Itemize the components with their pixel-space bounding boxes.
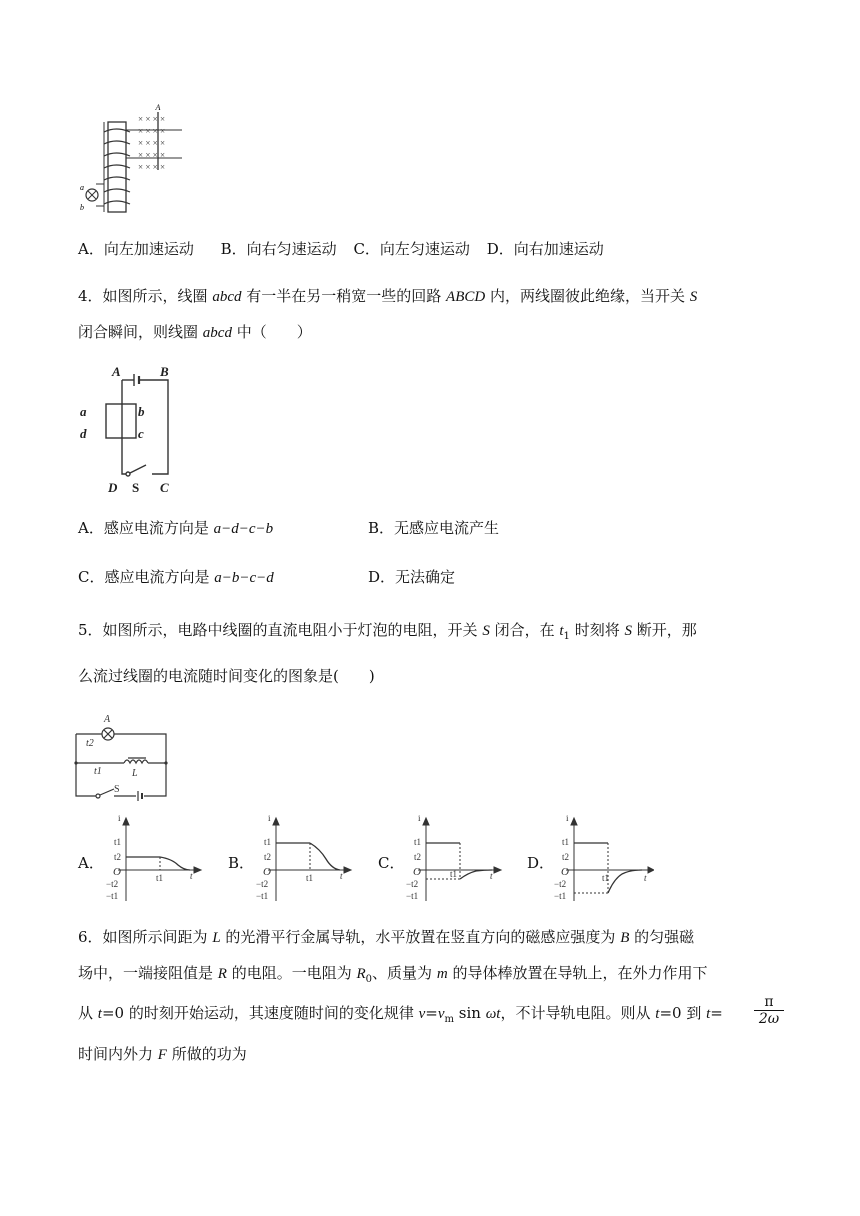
q4-var: abcd [202,325,232,341]
q5-graph-d-t2: t2 [562,852,570,862]
q5-var: S [482,623,490,639]
q6-var: v [418,1006,426,1022]
q4-stem-line2 [78,322,312,343]
q5-graph-c-neg-t1: −t1 [406,891,419,901]
q4-label-B: B [160,366,169,379]
q5-graph-b-t: t [340,871,343,881]
q5-graph-label-a: A． [78,854,104,872]
q5-stem-line2: 么流过线圈的电流随时间变化的图象是( ) [78,667,375,685]
q5-graph-b [250,815,356,905]
q5-graph-a-O: O [113,866,121,878]
q4-figure [76,366,186,496]
q3-option-d: D．向右加速运动 [486,240,604,258]
q5-graph-c-t: t [490,871,493,881]
q5-subscript: 1 [563,631,570,642]
q6-text: sin [454,1004,486,1022]
q5-graph-b-neg-t2: −t2 [256,879,269,889]
q4-option-d: D．无法确定 [368,568,456,586]
q6-fraction-denominator: 2ω [758,1011,780,1027]
q4-option-a-text: A．感应电流方向是 [78,519,214,537]
q5-label-A: A [104,714,111,725]
q6-text: = [710,1004,723,1022]
q5-text: 时刻将 [569,621,625,639]
q3-label-b: b [80,203,84,212]
svg-text:× × × ×: × × × × [138,138,166,148]
q4-option-c-text: C．感应电流方向是 [78,568,215,586]
q4-circuit-diagram [76,366,186,496]
q3-coil-field-diagram [78,100,198,220]
q5-graph-a-t: t [190,871,193,881]
q6-var: F [157,1047,167,1063]
q5-graph-c-t1: t1 [414,837,422,847]
q6-text: 的匀强磁 [629,928,695,946]
q4-label-d: d [80,426,87,441]
q6-text: 从 [78,1004,98,1022]
q5-graph-b-t1: t1 [264,837,272,847]
q6-fraction [754,994,784,1027]
q4-label-D: D [108,480,118,495]
q6-var: m [436,966,448,982]
q4-var: abcd [212,289,242,305]
q4-var: ABCD [446,289,486,305]
q4-label-A: A [112,366,121,379]
q5-graph-d-i: i [566,815,569,823]
q6-text: 场中，一端接阻值是 [78,964,218,982]
q6-var: B [620,930,630,946]
q3-option-a: A．向左加速运动 [78,240,194,258]
q6-stem-line1 [78,927,694,948]
q6-var: v [437,1006,445,1022]
q6-var: t [655,1006,660,1022]
q4-option-c [78,567,274,588]
q5-graph-label-b: B． [228,854,255,872]
q4-option-a-path: a−d−c−b [213,521,274,537]
q5-graph-a-neg-t2: −t2 [106,879,119,889]
q4-stem-line1 [78,286,697,307]
q6-text: ，不计导轨电阻。则从 [500,1004,656,1022]
q5-text: 5．如图所示，电路中线圈的直流电阻小于灯泡的电阻，开关 [78,621,483,639]
q3-options [78,239,604,259]
q4-label-C: C [160,480,169,495]
q6-text: 的导体棒放置在导轨上，在外力作用下 [447,964,708,982]
q5-graph-c-t2: t2 [414,852,422,862]
q6-text: 所做的功为 [166,1045,247,1063]
q5-stem-line1 [78,620,697,647]
q6-var: t [97,1006,102,1022]
q4-text: 有一半在另一稍宽一些的回路 [241,287,447,305]
q5-circuit-figure [74,712,174,802]
q5-graph-a-tick-t1: t1 [156,873,164,883]
q6-text: 的电阻。一电阻为 [226,964,357,982]
q5-graph-c [400,815,506,905]
q5-graph-d-tick-t1: t1 [602,873,610,883]
q5-label-S: S [114,784,120,795]
q3-label-A: A [155,103,161,112]
q5-graph-b-tick-t1: t1 [306,873,314,883]
q6-fraction-numerator: π [754,994,784,1011]
svg-text:× × × ×: × × × × [138,114,166,124]
q5-graph-d-neg-t2: −t2 [554,879,567,889]
svg-text:× × × ×: × × × × [138,150,166,160]
q4-text: 4．如图所示，线圈 [78,287,213,305]
q5-text: 闭合，在 [489,621,560,639]
q4-label-b: b [138,404,145,419]
q3-option-b: B．向右匀速运动 [220,240,337,258]
q3-option-c: C．向左匀速运动 [353,240,470,258]
q6-subscript: m [444,1014,455,1025]
q5-graph-b-O: O [263,866,271,878]
q6-text: 的光滑平行金属导轨，水平放置在竖直方向的磁感应强度为 [220,928,621,946]
q4-text: 中（ ） [231,323,312,341]
q5-graph-d-t: t [644,873,647,883]
q5-graph-label-c: C． [378,854,405,872]
q5-graph-b-i: i [268,815,271,823]
q5-graph-c-O: O [413,866,421,878]
q6-text: 、质量为 [372,964,437,982]
q6-text: 6．如图所示间距为 [78,928,213,946]
q5-graph-d [548,815,654,905]
q5-graph-c-neg-t2: −t2 [406,879,419,889]
q3-figure [78,100,198,220]
q5-graph-d-neg-t1: −t1 [554,891,567,901]
q6-stem-line4 [78,1044,247,1065]
q6-var: L [212,930,221,946]
q4-option-a [78,518,273,539]
q4-label-a: a [80,404,87,419]
svg-text:× × × ×: × × × × [138,162,166,172]
svg-text:× × × ×: × × × × [138,126,166,136]
q4-option-b: B．无感应电流产生 [368,519,500,537]
q5-var: t [559,623,564,639]
q4-option-c-path: a−b−c−d [214,570,274,586]
q5-circuit-diagram [74,712,174,802]
q4-text: 内，两线圈彼此绝缘，当开关 [485,287,690,305]
q5-text: 断开，那 [631,621,697,639]
q6-stem-line3 [78,1003,723,1030]
q4-text: 闭合瞬间，则线圈 [78,323,203,341]
q6-text: 时间内外力 [78,1045,158,1063]
q5-graph-options [0,815,860,905]
q5-graph-a [100,815,206,905]
q5-graph-label-d: D． [527,854,555,872]
q3-label-a: a [80,183,84,192]
q4-var: S [689,289,698,305]
q6-text: =0 到 [659,1004,707,1022]
q6-var: t [706,1006,711,1022]
q5-graph-a-t1: t1 [114,837,122,847]
q6-var: R [356,966,366,982]
q6-text: =0 的时刻开始运动，其速度随时间的变化规律 [101,1004,419,1022]
q4-label-c: c [138,426,144,441]
q5-graph-a-t2: t2 [114,852,122,862]
q5-graph-b-t2: t2 [264,852,272,862]
q6-var: ωt [485,1006,501,1022]
q6-text: = [425,1004,438,1022]
q5-graph-a-neg-t1: −t1 [106,891,119,901]
q4-label-S: S [132,480,140,495]
q5-label-t1: t1 [94,766,102,777]
q3-field-crosses [138,114,165,172]
q5-graph-c-tick-t1: t1 [450,869,458,879]
q5-graph-d-t1: t1 [562,837,570,847]
q6-subscript: 0 [365,974,373,985]
q6-var: R [217,966,227,982]
q5-graph-c-i: i [418,815,421,823]
q6-stem-line2 [78,963,707,990]
q5-label-t2: t2 [86,738,94,749]
q5-graph-b-neg-t1: −t1 [256,891,269,901]
q5-graph-a-i: i [118,815,121,823]
q5-graph-d-O: O [561,866,569,878]
q5-var: S [624,623,632,639]
q5-label-L: L [132,768,138,779]
